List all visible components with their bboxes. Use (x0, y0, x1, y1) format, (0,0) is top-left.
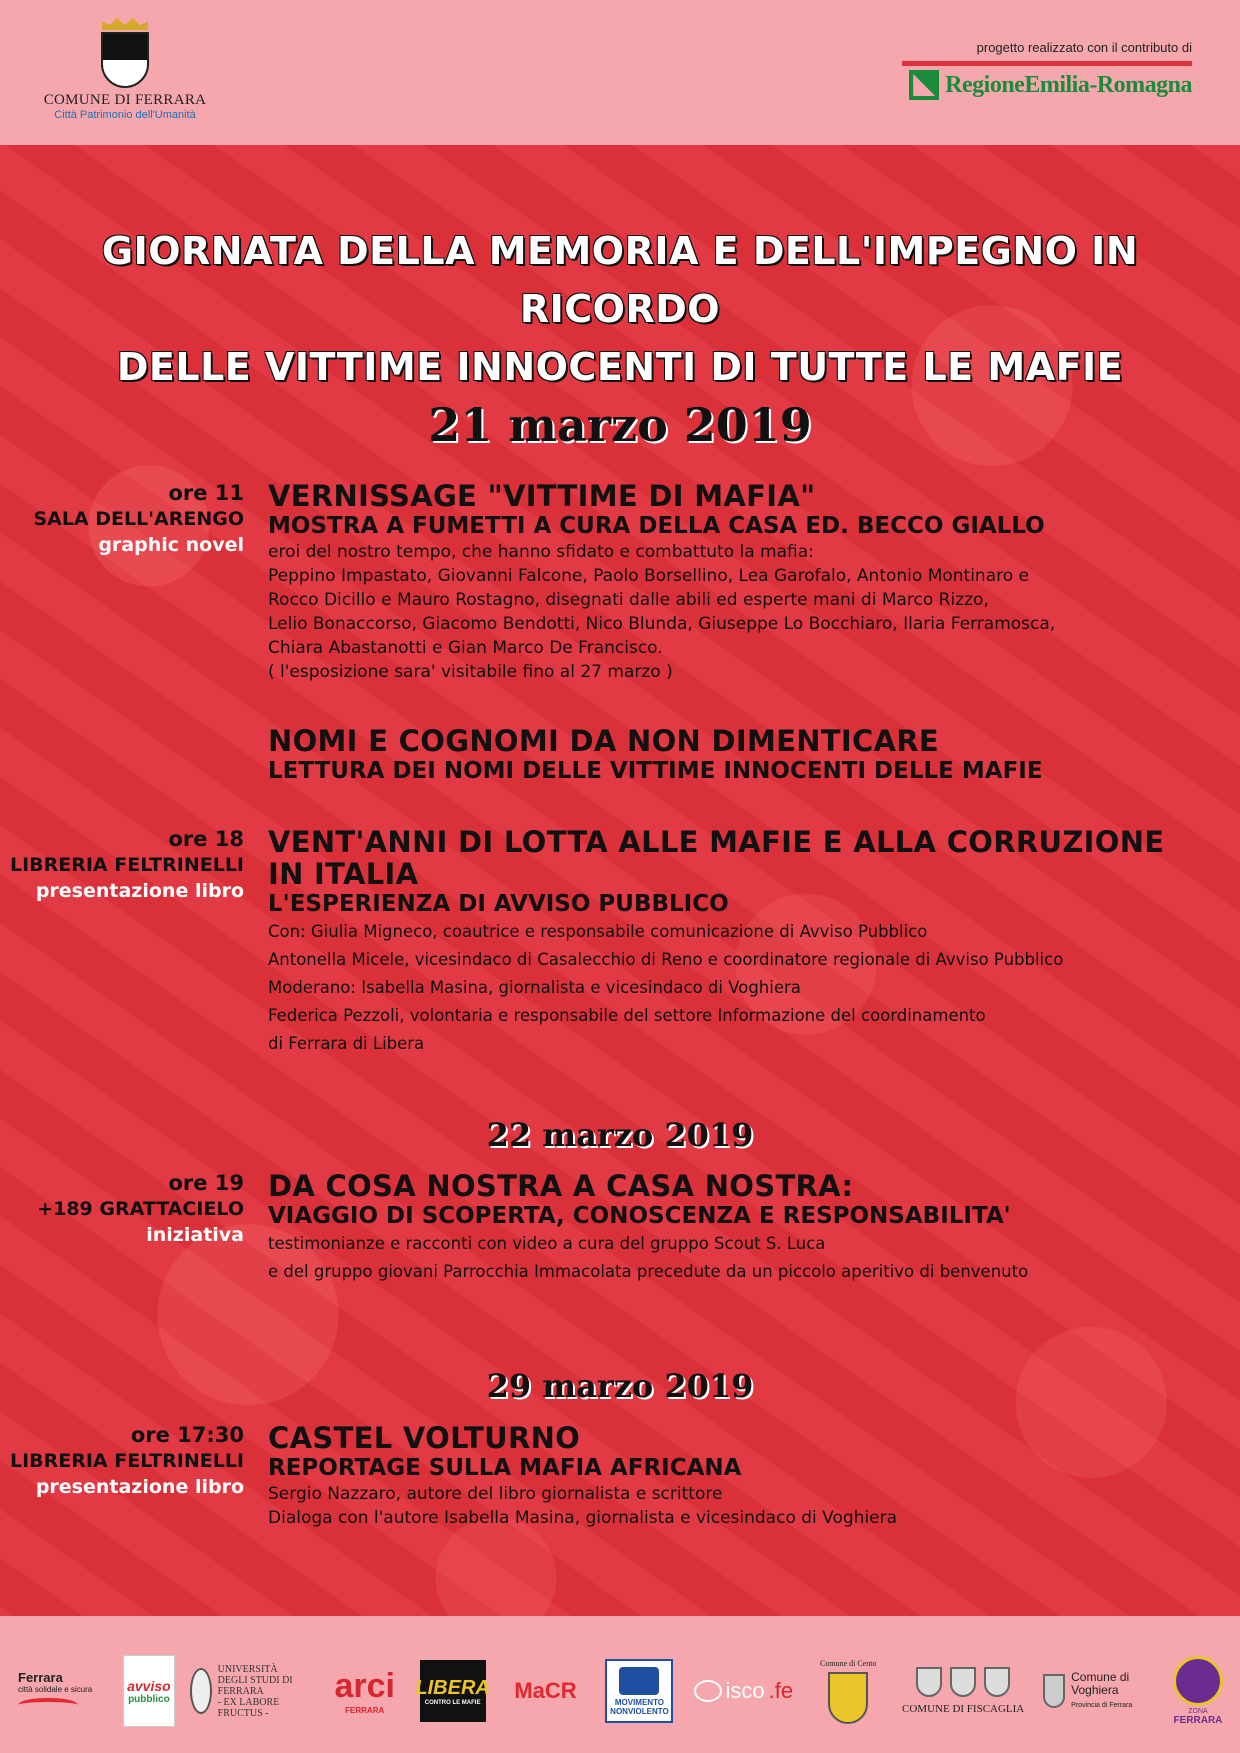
voghiera-crest-icon (1043, 1674, 1065, 1708)
comune-fiscaglia-logo (898, 1656, 1028, 1726)
event-title-line-1: VENT'ANNI DI LOTTA ALLE MAFIE E ALLA CORRUZIONE (268, 825, 1165, 859)
footer-band (0, 1616, 1240, 1753)
crest-icon (984, 1667, 1010, 1697)
event-category: presentazione libro (35, 880, 244, 902)
event-title: VERNISSAGE "VITTIME DI MAFIA" (268, 479, 816, 513)
event-title: DA COSA NOSTRA A CASA NOSTRA: (268, 1169, 854, 1203)
event-line: Federica Pezzoli, volontaria e responsabile del settore Informazione del coordinamento (268, 1006, 986, 1025)
event-3-details (268, 826, 1228, 1058)
event-line: Rocco Dicillo e Mauro Rostagno, disegnati dalle abili ed esperte mani di Marco Rizzo, (268, 590, 989, 610)
municipality-subtitle: Città Patrimonio dell'Umanità (54, 109, 196, 121)
event-subtitle: VIAGGIO DI SCOPERTA, CONOSCENZA E RESPONSABILITA' (268, 1203, 1011, 1229)
avviso-text: avviso (127, 1677, 171, 1694)
cento-shield-icon (828, 1672, 868, 1724)
title-line-2: DELLE VITTIME INNOCENTI DI TUTTE LE MAFIE (116, 345, 1124, 389)
event-place: LIBRERIA FELTRINELLI (9, 854, 244, 876)
fiscaglia-text: COMUNE DI FISCAGLIA (902, 1703, 1025, 1715)
event-subtitle: REPORTAGE SULLA MAFIA AFRICANA (268, 1455, 742, 1481)
crest-icon (950, 1667, 976, 1697)
unife-logo (190, 1661, 310, 1721)
event-2-details (268, 725, 1228, 785)
partner-logos (18, 1646, 1228, 1736)
arci-sub: FERRARA (345, 1706, 385, 1715)
day-3-date: 29 marzo 2019 (486, 1367, 754, 1405)
swoosh-icon (18, 1698, 78, 1712)
event-line: Sergio Nazzaro, autore del libro giornalista e scrittore (268, 1484, 723, 1504)
region-divider (902, 61, 1192, 66)
region-name: RegioneEmilia-Romagna (945, 71, 1192, 98)
event-line: ( l'esposizione sara' visitabile fino al 27 marzo ) (268, 662, 673, 682)
arci-logo (325, 1661, 405, 1721)
macr-logo (501, 1666, 591, 1716)
scout-city: FERRARA (1173, 1715, 1223, 1726)
event-time: ore 18 (168, 827, 244, 851)
title-line-1: GIORNATA DELLA MEMORIA E DELL'IMPEGNO IN RICORDO (101, 229, 1139, 331)
event-subtitle: L'ESPERIENZA DI AVVISO PUBBLICO (268, 891, 729, 917)
isco-fe-text: .fe (768, 1678, 794, 1703)
unife-name: UNIVERSITÀ DEGLI STUDI DI FERRARA (217, 1663, 293, 1697)
cento-text: Comune di Cento (820, 1658, 877, 1668)
event-5-details (268, 1422, 1228, 1530)
ferrara-logo-sub: città solidale e sicura (18, 1685, 93, 1694)
event-line: Con: Giulia Migneco, coautrice e responsabile comunicazione di Avviso Pubblico (268, 922, 928, 941)
speech-bubble-icon (694, 1680, 722, 1702)
day-1-date: 21 marzo 2019 (428, 398, 812, 452)
event-3-meta (0, 826, 244, 904)
agesci-ferrara-logo (1168, 1650, 1228, 1732)
macr-text: MaCR (514, 1678, 577, 1703)
event-4-details (268, 1170, 1228, 1286)
event-line: di Ferrara di Libera (268, 1034, 425, 1053)
event-category: graphic novel (98, 534, 244, 556)
pubblico-text: pubblico (128, 1693, 170, 1705)
region-sponsor (902, 40, 1192, 100)
day-2-date: 22 marzo 2019 (486, 1116, 754, 1154)
hands-icon (619, 1667, 659, 1695)
movimento-nonviolento-logo (605, 1659, 673, 1723)
event-line: Chiara Abastanotti e Gian Marco De Francisco. (268, 638, 663, 658)
mnv-text: MOVIMENTO NONVIOLENTO (610, 1697, 669, 1716)
event-line: e del gruppo giovani Parrocchia Immacolata precedute da un piccolo aperitivo di benvenuto (268, 1262, 1029, 1281)
libera-sub: CONTRO LE MAFIE (424, 1699, 481, 1706)
avviso-pubblico-logo (123, 1655, 175, 1727)
libera-text: LIBERA (415, 1676, 490, 1699)
comune-cento-logo (813, 1646, 883, 1736)
event-time: ore 19 (168, 1171, 244, 1195)
event-subtitle: MOSTRA A FUMETTI A CURA DELLA CASA ED. BECCO GIALLO (268, 513, 1045, 539)
event-line: Antonella Micele, vicesindaco di Casalecchio di Reno e coordinatore regionale di Avviso Pubblico (268, 950, 1064, 969)
isco-text: isco (725, 1678, 765, 1703)
region-note: progetto realizzato con il contributo di (976, 40, 1192, 55)
event-line: Moderano: Isabella Masina, giornalista e vicesindaco di Voghiera (268, 978, 801, 997)
university-seal-icon (190, 1668, 212, 1714)
voghiera-text: Comune di Voghiera (1071, 1669, 1130, 1697)
event-time: ore 17:30 (130, 1423, 244, 1447)
event-line: eroi del nostro tempo, che hanno sfidato e combattuto la mafia: (268, 542, 814, 562)
event-title: NOMI E COGNOMI DA NON DIMENTICARE (268, 724, 940, 758)
event-place: SALA DELL'ARENGO (33, 508, 244, 530)
libera-logo (415, 1660, 490, 1722)
unife-motto: - EX LABORE FRUCTUS - (217, 1696, 280, 1719)
event-title-line-2: IN ITALIA (268, 857, 419, 891)
event-line: Peppino Impastato, Giovanni Falcone, Paolo Borsellino, Lea Garofalo, Antonio Montinaro e (268, 566, 1030, 586)
event-5-meta (0, 1422, 244, 1500)
crest-icon (916, 1667, 942, 1697)
event-subtitle: LETTURA DEI NOMI DELLE VITTIME INNOCENTI DELLE MAFIE (268, 758, 1043, 784)
event-place: +189 GRATTACIELO (37, 1198, 244, 1220)
event-category: iniziativa (146, 1224, 244, 1246)
event-category: presentazione libro (35, 1476, 244, 1498)
voghiera-sub: Provincia di Ferrara (1071, 1701, 1133, 1709)
scout-zone: ZONA (1188, 1708, 1208, 1715)
page-title (0, 222, 1240, 396)
isco-logo (688, 1666, 798, 1716)
event-place: LIBRERIA FELTRINELLI (9, 1450, 244, 1472)
header-band (0, 0, 1240, 145)
event-title: CASTEL VOLTURNO (268, 1421, 581, 1455)
event-line: testimonianze e racconti con video a cura del gruppo Scout S. Luca (268, 1234, 826, 1253)
ferrara-crest-icon (100, 18, 150, 88)
region-mark-icon (909, 70, 939, 100)
event-line: Lelio Bonaccorso, Giacomo Bendotti, Nico Blunda, Giuseppe Lo Bocchiaro, Ilaria Ferramosca, (268, 614, 1056, 634)
comune-ferrara-logo (40, 18, 210, 121)
event-line: Dialoga con l'autore Isabella Masina, giornalista e vicesindaco di Voghiera (268, 1508, 898, 1528)
comune-voghiera-logo (1043, 1661, 1153, 1721)
ferrara-logo-title: Ferrara (18, 1670, 63, 1685)
scout-lily-icon (1173, 1656, 1223, 1706)
event-1-meta (0, 480, 244, 558)
region-logo (902, 70, 1192, 100)
event-time: ore 11 (168, 481, 244, 505)
event-4-meta (0, 1170, 244, 1248)
municipality-name: COMUNE DI FERRARA (43, 92, 207, 108)
event-1-details (268, 480, 1228, 684)
arci-text: arci (334, 1667, 395, 1705)
ferrara-sicura-logo (18, 1661, 108, 1721)
